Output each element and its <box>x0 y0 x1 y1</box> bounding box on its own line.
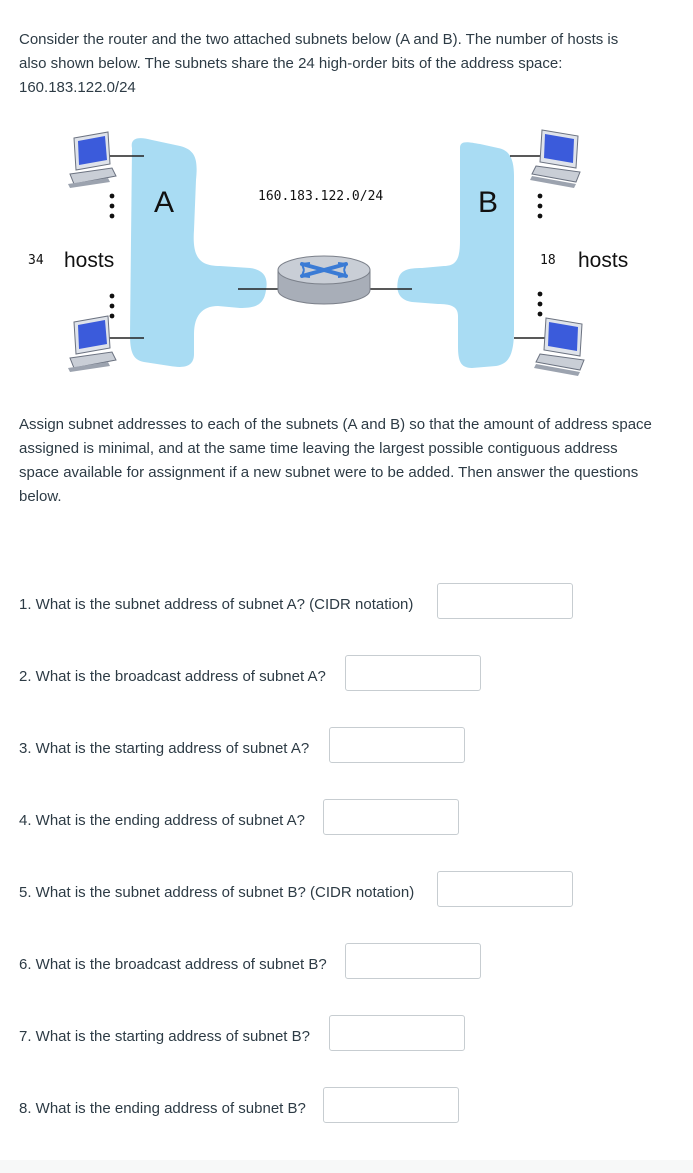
computer-icon <box>534 318 584 376</box>
question-8-answer-input[interactable] <box>323 1087 459 1123</box>
problem-intro <box>19 28 669 100</box>
instructions-line-1: Assign subnet addresses to each of the subnets (A and B) so that the amount of address space <box>19 416 652 433</box>
page-footer-band <box>0 1160 693 1173</box>
question-3-text: 3. What is the starting address of subnet A? <box>19 740 310 757</box>
network-diagram <box>20 120 640 380</box>
instructions-line-4: below. <box>19 488 62 505</box>
hosts-b-label: hosts <box>578 249 629 272</box>
question-5-answer-input[interactable] <box>437 871 573 907</box>
computer-icon <box>68 316 116 372</box>
host-ellipsis-a-top <box>110 194 115 219</box>
hosts-a-label: hosts <box>64 249 115 272</box>
instructions <box>19 413 679 509</box>
question-4-text: 4. What is the ending address of subnet A? <box>19 812 306 829</box>
question-3-answer-input[interactable] <box>329 727 465 763</box>
question-2-text: 2. What is the broadcast address of subnet A? <box>19 668 326 685</box>
question-4-answer-input[interactable] <box>323 799 459 835</box>
question-7-answer-input[interactable] <box>329 1015 465 1051</box>
question-7-text: 7. What is the starting address of subnet B? <box>19 1028 310 1045</box>
question-1-answer-input[interactable] <box>437 583 573 619</box>
computer-icon <box>68 132 116 188</box>
computer-icon <box>530 130 580 188</box>
question-6-text: 6. What is the broadcast address of subnet B? <box>19 956 327 973</box>
intro-line-1: Consider the router and the two attached subnets below (A and B). The number of hosts is <box>19 31 619 48</box>
question-1-text: 1. What is the subnet address of subnet A? (CIDR notation) <box>19 596 414 613</box>
question-2-answer-input[interactable] <box>345 655 481 691</box>
host-ellipsis-b-top <box>538 194 543 219</box>
instructions-line-2: assigned is minimal, and at the same time leaving the largest possible contiguous address <box>19 440 618 457</box>
question-8-text: 8. What is the ending address of subnet B? <box>19 1100 306 1117</box>
subnet-a-label: A <box>154 186 175 219</box>
host-ellipsis-a-bottom <box>110 294 115 319</box>
subnet-b-region <box>397 142 514 368</box>
hosts-a-count: 34 <box>28 253 44 268</box>
intro-line-2: also shown below. The subnets share the 24 high-order bits of the address space: <box>19 55 563 72</box>
network-address-label: 160.183.122.0/24 <box>258 189 384 204</box>
question-6-answer-input[interactable] <box>345 943 481 979</box>
subnet-b-label: B <box>478 186 499 219</box>
host-ellipsis-b-bottom <box>538 292 543 317</box>
intro-line-3: 160.183.122.0/24 <box>19 79 136 96</box>
subnet-a-region <box>130 138 267 367</box>
instructions-line-3: space available for assignment if a new subnet were to be added. Then answer the questions <box>19 464 639 481</box>
router-icon <box>278 256 370 304</box>
question-5-text: 5. What is the subnet address of subnet B? (CIDR notation) <box>19 884 415 901</box>
hosts-b-count: 18 <box>540 253 556 268</box>
